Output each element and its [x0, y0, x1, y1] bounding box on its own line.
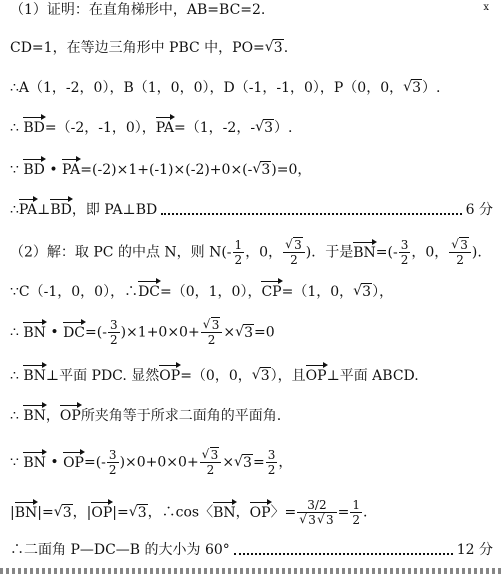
radicand: 3 [264, 120, 273, 136]
fraction [107, 448, 119, 477]
dot-operator: • [45, 454, 64, 471]
denominator: 2 [290, 253, 298, 267]
p1-text-5b: )=0， [271, 162, 312, 178]
p2-text-1f: ). [471, 244, 482, 261]
period: . [362, 504, 368, 521]
p2-text-3a: =(- [85, 324, 107, 341]
comma: ， [45, 408, 60, 424]
vector: OP [305, 368, 327, 384]
perp: ⊥ [37, 202, 51, 218]
fraction [350, 498, 362, 527]
leader-dots [234, 553, 453, 555]
period: . [283, 40, 289, 56]
denominator [297, 513, 336, 527]
fraction [200, 448, 222, 477]
angle-close: 〉= [270, 504, 297, 521]
leader-dots [161, 213, 461, 215]
p2-text-7a: |= [37, 504, 54, 521]
p2-line-6 [10, 448, 493, 477]
vector: DC [63, 324, 86, 341]
vector: OP [159, 368, 181, 384]
therefore: ∴ [10, 120, 24, 136]
denominator: 2 [234, 253, 243, 267]
denominator: 2 [207, 333, 216, 347]
denominator: 2 [108, 463, 117, 477]
p2-text-4d: ⊥平面 ABCD. [326, 368, 419, 384]
therefore: ∴ [10, 202, 19, 218]
radicand: 3 [210, 448, 219, 462]
p2-line-7 [10, 498, 493, 527]
sqrt [265, 38, 284, 58]
p2-text-2d: ）， [372, 284, 394, 300]
sqrt [234, 453, 253, 473]
radicand: 3 [261, 162, 271, 178]
sqrt [403, 78, 422, 98]
therefore: ∴ [10, 368, 24, 384]
p2-line-2 [10, 282, 493, 302]
score-label: 6 分 [465, 202, 493, 218]
p2-text-1c: )．于是 [305, 244, 354, 261]
radicand: 3 [412, 80, 422, 96]
p2-text-2c: =（1，0， [281, 284, 354, 300]
fraction [283, 238, 305, 267]
p2-line-3 [10, 318, 493, 347]
p1-text-4c: ）. [273, 120, 293, 136]
denominator: 2 [400, 253, 409, 267]
p2-text-7d: = [337, 504, 350, 521]
numerator [283, 238, 305, 253]
p1-text-4a: =（-2，-1，0）， [44, 120, 156, 136]
fraction [233, 238, 245, 267]
p2-text-6a: =(- [83, 454, 106, 471]
vector: PA [155, 120, 175, 136]
therefore: ∴ [10, 324, 24, 341]
bottom-cut-edge [0, 568, 503, 574]
p2-text-4c: ），且 [270, 368, 306, 384]
comma: ， [235, 504, 250, 521]
sqrt [129, 503, 148, 523]
p2-text-5a: 所夹角等于所求二面角的平面角. [80, 408, 282, 424]
p2-text-1a: （2）解：取 PC 的中点 N，则 N(- [10, 244, 232, 261]
radicand: 3 [244, 324, 253, 341]
p2-text-3b: )×1+0×0+ [120, 324, 200, 341]
p1-line-5 [10, 160, 493, 180]
abs-bar: | [10, 504, 15, 521]
p2-text-2a: ∵C（-1，0，0），∴ [10, 284, 139, 300]
numerator [449, 238, 471, 253]
p2-text-1d: =(- [375, 244, 398, 261]
because: ∵ [10, 162, 24, 178]
numerator: 3 [109, 318, 118, 332]
sqrt [252, 160, 271, 180]
p1-text-5a: =(-2)×1+(-1)×(-2)+0×(- [80, 162, 253, 178]
vector: BN [14, 504, 38, 521]
p2-text-3d: =0 [254, 324, 275, 341]
vector: OP [91, 504, 113, 521]
sqrt [353, 282, 372, 302]
p2-text-2b: =（0，1，0）， [160, 284, 262, 300]
fraction [399, 238, 411, 267]
numerator: 3 [108, 448, 117, 462]
numerator: 3 [400, 238, 409, 252]
p2-text-6c: × [222, 454, 235, 471]
p2-line-8 [10, 540, 493, 560]
p1-text-6a: ，即 PA⊥BD [71, 202, 158, 218]
denominator: 2 [206, 463, 215, 477]
p2-text-4a: ⊥平面 PDC. 显然 [45, 368, 160, 384]
numerator [200, 448, 222, 463]
p2-text-7c: ，∴cos〈 [147, 504, 214, 521]
vector: OP [249, 504, 271, 521]
sqrt [255, 118, 274, 138]
p1-line-2 [10, 38, 493, 58]
radicand: 3 [211, 318, 220, 332]
fraction [297, 498, 336, 527]
dot-operator: • [44, 162, 63, 178]
p2-text-8a: ∴二面角 P—DC—B 的大小为 60° [10, 542, 230, 558]
denominator: 2 [267, 463, 276, 477]
sqrt [203, 318, 221, 332]
p1-line-6 [10, 200, 493, 220]
fraction [449, 238, 471, 267]
p2-text-6b: )×0+0×0+ [119, 454, 199, 471]
vector: BN [23, 368, 46, 384]
radicand: 3 [273, 40, 283, 56]
vector: OP [63, 454, 84, 471]
p1-text-3b: ）. [422, 80, 441, 96]
fraction [266, 448, 278, 477]
sqrt [202, 448, 220, 462]
sqrt [317, 513, 335, 527]
p2-text-4b: =（0，0， [180, 368, 252, 384]
radicand: 3 [294, 238, 302, 252]
radicand: 3 [460, 238, 468, 252]
p1-line-1 [10, 0, 493, 20]
comma: ，| [72, 504, 92, 521]
denominator: 2 [352, 513, 360, 527]
dot-operator: • [45, 324, 64, 341]
denominator: 2 [456, 253, 464, 267]
p2-line-5 [10, 406, 493, 426]
p2-text-6d: = [252, 454, 265, 471]
therefore: ∴ [10, 408, 24, 424]
sqrt [235, 323, 254, 343]
vector: PA [62, 162, 81, 178]
p1-text-3a: ∴A（1，-2，0），B（1，0，0），D（-1，-1，0），P（0，0， [10, 80, 404, 96]
p2-text-3c: × [223, 324, 236, 341]
because: ∵ [10, 454, 24, 471]
vector: BN [213, 504, 236, 521]
p1-text-4b: =（1，-2，- [174, 120, 256, 136]
sqrt [451, 238, 469, 252]
radicand: 3 [362, 284, 372, 300]
radicand: 3 [308, 513, 316, 527]
p2-text-1e: ，0， [411, 244, 449, 261]
score-label: 12 分 [456, 542, 493, 558]
radicand: 3 [325, 513, 334, 527]
p2-line-4 [10, 366, 493, 386]
vector: BD [23, 162, 45, 178]
vector: DC [138, 284, 161, 300]
vector: BN [23, 408, 46, 424]
vector: BN [23, 324, 46, 341]
p1-line-4 [10, 118, 493, 138]
p1-text-1: （1）证明：在直角梯形中，AB=BC=2. [10, 2, 266, 18]
radicand: 3 [243, 454, 252, 471]
vector: OP [59, 408, 81, 424]
sqrt [54, 503, 73, 523]
p1-text-2a: CD=1，在等边三角形中 PBC 中，PO= [10, 40, 265, 56]
numerator: 1 [234, 238, 243, 252]
vector: BN [353, 244, 376, 261]
sqrt [285, 238, 303, 252]
radicand: 3 [62, 504, 72, 521]
p1-line-3 [10, 78, 493, 98]
vector: BN [23, 454, 46, 471]
numerator: 3/2 [297, 498, 336, 513]
p2-text-7b: |= [112, 504, 129, 521]
p2-line-1 [10, 238, 493, 267]
sqrt [252, 366, 271, 386]
vector: BD [23, 120, 45, 136]
fraction [201, 318, 223, 347]
corner-mark: x [483, 2, 489, 13]
p2-text-6e: ， [278, 454, 293, 471]
denominator: 2 [109, 333, 118, 347]
fraction [108, 318, 120, 347]
numerator: 3 [267, 448, 276, 462]
p2-text-1b: ，0， [245, 244, 283, 261]
numerator [201, 318, 223, 333]
sqrt [299, 513, 317, 527]
vector: PA [18, 202, 38, 218]
numerator: 1 [352, 498, 360, 512]
vector: CP [261, 284, 282, 300]
vector: BD [50, 202, 72, 218]
radicand: 3 [260, 368, 270, 384]
radicand: 3 [137, 504, 147, 521]
